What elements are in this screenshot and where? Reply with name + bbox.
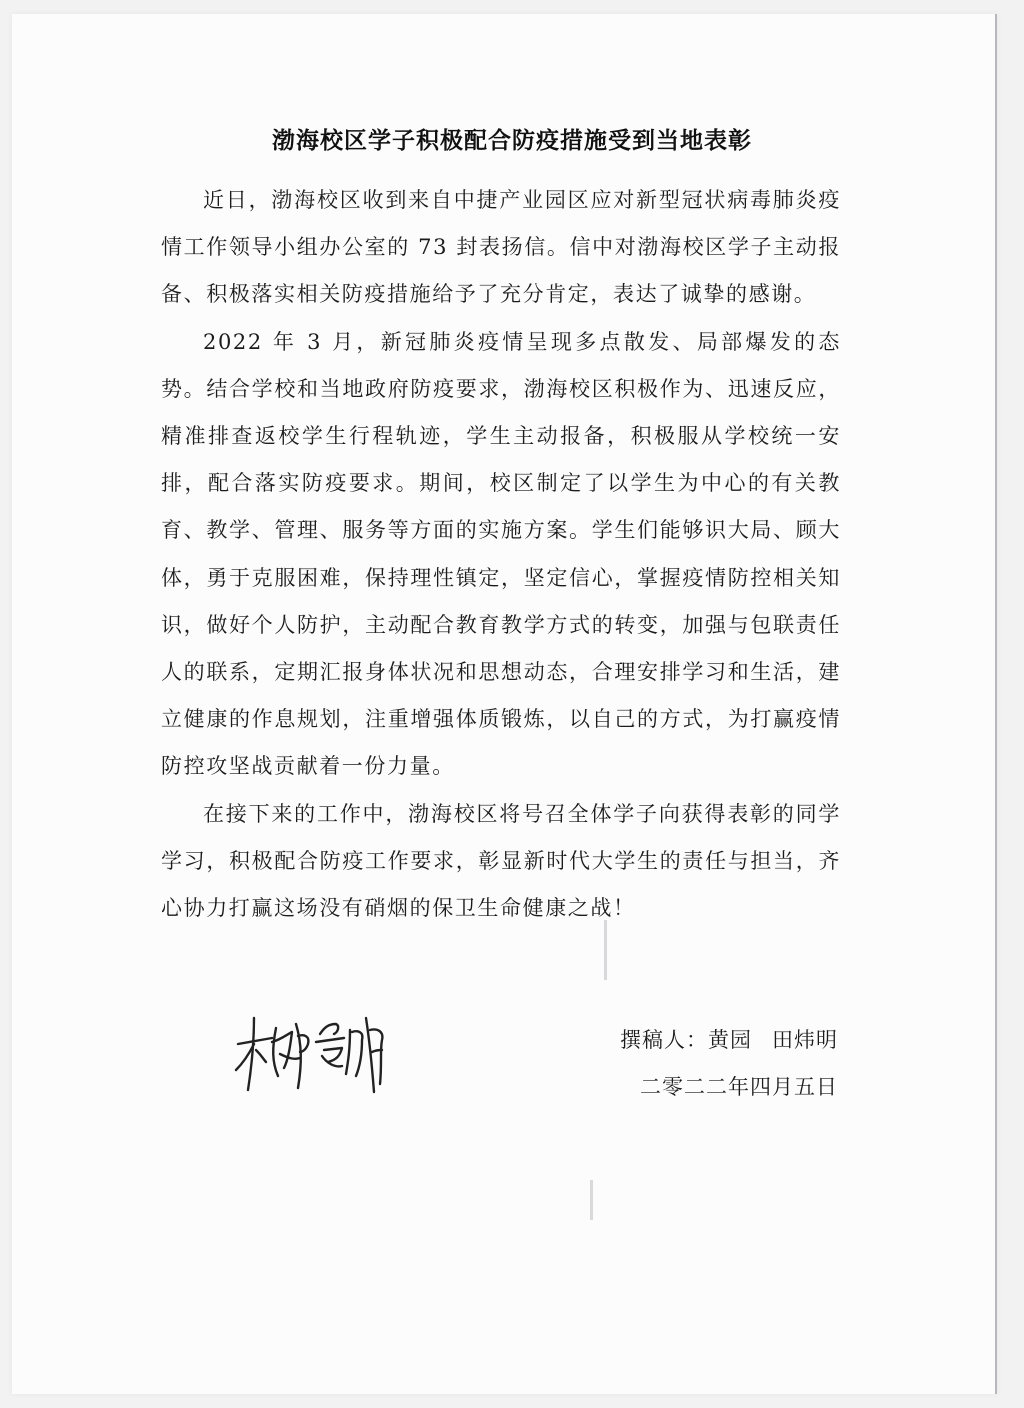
author-name-1: 黄园 [708,1028,752,1052]
scan-artifact [590,1180,593,1220]
document-title: 渤海校区学子积极配合防疫措施受到当地表彰 [272,127,752,154]
paragraph-2: 2022 年 3 月，新冠肺炎疫情呈现多点散发、局部爆发的态势。结合学校和当地政府防疫要求，渤海校区积极作为、迅速反应，精准排查返校学生行程轨迹，学生主动报备，积极服从学校统一安排，配合落实防疫要求。期间，校区制定了以学生为中心的有关教育、教学、管理、服务等方面的实施方案。学生们能够识大局、顾大体，勇于克服困难，保持理性镇定，坚定信心，掌握疫情防控相关知识，做好个人防护，主动配合教育教学方式的转变，加强与包联责任人的联系，定期汇报身体状况和思想动态，合理安排学习和生活，建立健康的作息规划，注重增强体质锻炼，以自己的方式，为打赢疫情防控攻坚战贡献着一份力量。 [161,329,841,779]
paragraph-1: 近日，渤海校区收到来自中捷产业园区应对新型冠状病毒肺炎疫情工作领导小组办公室的 73 封表扬信。信中对渤海校区学子主动报备、积极落实相关防疫措施给予了充分肯定，表达了诚挚的感谢。 [161,188,841,307]
paper-edge [995,14,997,1394]
author-label: 撰稿人： [620,1028,708,1052]
author-credit [620,1024,838,1054]
signature-drawing [232,1004,392,1100]
document-date: 二零二二年四月五日 [640,1075,838,1099]
author-name-2: 田炜明 [772,1028,838,1052]
paragraph-3: 在接下来的工作中，渤海校区将号召全体学子向获得表彰的同学学习，积极配合防疫工作要求，彰显新时代大学生的责任与担当，齐心协力打赢这场没有硝烟的保卫生命健康之战！ [161,801,841,921]
document-body [161,177,841,932]
handwritten-signature [232,1004,392,1100]
